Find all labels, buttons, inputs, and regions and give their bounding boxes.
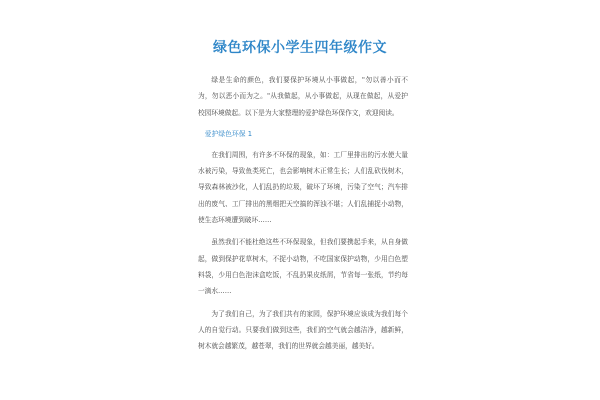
section-heading: 爱护绿色环保 1 [204,129,253,138]
body-paragraph-1: 在我们周围，有许多不环保的现象，如：工厂里排出的污水使大量水被污染，导致鱼类死亡，也会影响树木正常生长；人们乱砍伐树木，导致森林被沙化，人们乱扔的垃圾，破坏了环境，污染了空气；汽车排出的废气、工厂排出的黑烟把天空搞的浑浊不堪；人们乱捕捉小动物，使生态环境遭到破坏…… [198,150,408,225]
document-body [198,72,408,360]
document-title: 绿色环保小学生四年级作文 [213,40,387,56]
body-paragraph-3: 为了我们自己，为了我们共有的家园，保护环境应该成为我们每个人的自觉行动。只要我们做到这些，我们的空气就会越洁净，越新鲜，树木就会越繁茂，越苍翠，我们的世界就会越美丽，越美好。 [198,309,408,351]
body-paragraph-2: 虽然我们不能杜绝这些不环保现象，但我们要携起手来，从自身做起，做到保护花草树木，不捉小动物，不吃国家保护动物，少用白色塑料袋，少用白色泡沫盒吃饭，不乱扔果皮纸屑，节省每一张纸，节约每一滴水…… [198,238,408,296]
intro-paragraph: 绿是生命的颜色，我们要保护环境从小事做起，"勿以善小而不为，勿以恶小而为之。"从我做起，从小事做起，从现在做起，从爱护校园环境做起。以下是为大家整理的爱护绿色环保作文，欢迎阅读。 [198,76,408,117]
